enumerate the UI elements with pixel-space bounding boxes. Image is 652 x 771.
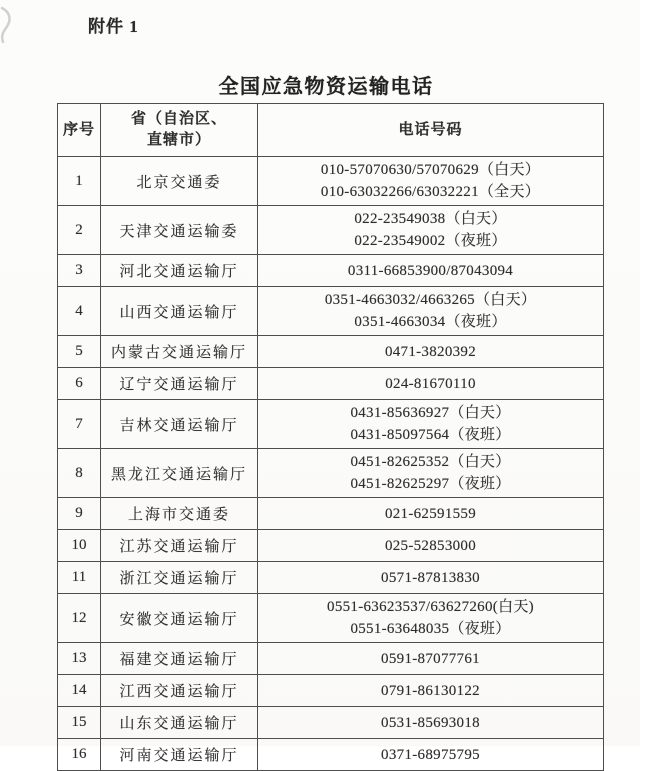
row-phone — [258, 255, 604, 287]
table-row — [58, 739, 604, 771]
table-row — [58, 498, 604, 530]
row-phone — [258, 449, 604, 498]
phone-line: 010-57070630/57070629（白天） — [320, 162, 541, 178]
phone-line: 022-23549038（白天） — [354, 211, 507, 227]
row-phone — [258, 530, 604, 562]
row-seq: 4 — [58, 287, 101, 336]
row-province: 天津交通运输委 — [101, 206, 258, 255]
row-province: 内蒙古交通运输厅 — [101, 336, 258, 368]
row-province: 福建交通运输厅 — [101, 643, 258, 675]
row-phone — [258, 287, 604, 336]
phone-line: 025-52853000 — [384, 537, 477, 554]
phone-line: 010-63032266/63032221（全天） — [320, 184, 541, 200]
row-phone — [258, 739, 604, 771]
row-province: 江苏交通运输厅 — [101, 530, 258, 562]
row-seq: 10 — [58, 530, 101, 562]
row-seq: 1 — [58, 157, 101, 206]
phone-line: 0531-85693018 — [381, 714, 480, 731]
table-row — [58, 675, 604, 707]
phone-line: 0351-4663032/4663265（白天） — [324, 292, 537, 308]
header-province-line1: 省（自治区、 — [130, 111, 227, 127]
phone-line: 0551-63648035（夜班） — [350, 621, 511, 637]
row-province: 安徽交通运输厅 — [101, 594, 258, 643]
row-phone — [258, 368, 604, 400]
row-phone — [258, 400, 604, 449]
row-province: 山西交通运输厅 — [101, 287, 258, 336]
row-seq: 15 — [58, 707, 101, 739]
phone-table — [57, 103, 604, 771]
header-province-line2: 直辖市） — [146, 132, 211, 148]
phone-line: 021-62591559 — [384, 505, 477, 522]
table-row — [58, 157, 604, 206]
scan-artifact-icon — [0, 6, 20, 46]
row-phone — [258, 157, 604, 206]
page-title: 全国应急物资运输电话 — [218, 76, 434, 98]
row-seq: 9 — [58, 498, 101, 530]
row-province: 浙江交通运输厅 — [101, 562, 258, 594]
header-phone: 电话号码 — [258, 104, 604, 157]
row-phone — [258, 707, 604, 739]
phone-line: 0431-85636927（白天） — [350, 405, 511, 421]
row-seq: 3 — [58, 255, 101, 287]
phone-line: 0471-3820392 — [384, 343, 477, 360]
row-phone — [258, 562, 604, 594]
table-header-row — [58, 104, 604, 157]
table-header — [58, 104, 604, 157]
phone-line: 022-23549002（夜班） — [354, 233, 507, 249]
row-province: 江西交通运输厅 — [101, 675, 258, 707]
table-row — [58, 707, 604, 739]
row-phone — [258, 498, 604, 530]
attachment-label: 附件 1 — [88, 17, 139, 36]
table-body — [58, 157, 604, 771]
row-phone — [258, 643, 604, 675]
table-row — [58, 336, 604, 368]
row-province: 北京交通委 — [101, 157, 258, 206]
table-row — [58, 643, 604, 675]
row-seq: 6 — [58, 368, 101, 400]
header-seq: 序号 — [58, 104, 101, 157]
row-phone — [258, 206, 604, 255]
table-row — [58, 287, 604, 336]
table-row — [58, 594, 604, 643]
phone-line: 0451-82625297（夜班） — [350, 476, 511, 492]
row-seq: 13 — [58, 643, 101, 675]
phone-line: 0791-86130122 — [381, 682, 480, 699]
table-row — [58, 562, 604, 594]
row-seq: 2 — [58, 206, 101, 255]
phone-line: 0351-4663034（夜班） — [354, 314, 507, 330]
row-phone — [258, 675, 604, 707]
phone-line: 0311-66853900/87043094 — [347, 262, 514, 279]
table-row — [58, 206, 604, 255]
row-seq: 11 — [58, 562, 101, 594]
phone-line: 0371-68975795 — [381, 746, 480, 763]
row-province: 辽宁交通运输厅 — [101, 368, 258, 400]
row-province: 黑龙江交通运输厅 — [101, 449, 258, 498]
row-phone — [258, 336, 604, 368]
row-phone — [258, 594, 604, 643]
row-seq: 16 — [58, 739, 101, 771]
row-seq: 8 — [58, 449, 101, 498]
row-province: 上海市交通委 — [101, 498, 258, 530]
row-seq: 5 — [58, 336, 101, 368]
row-seq: 7 — [58, 400, 101, 449]
row-province: 河北交通运输厅 — [101, 255, 258, 287]
header-province — [101, 104, 258, 157]
table-row — [58, 449, 604, 498]
row-province: 河南交通运输厅 — [101, 739, 258, 771]
phone-line: 0591-87077761 — [381, 650, 480, 667]
phone-line: 0551-63623537/63627260(白天) — [327, 599, 534, 615]
row-seq: 12 — [58, 594, 101, 643]
phone-line: 024-81670110 — [385, 375, 476, 392]
row-province: 山东交通运输厅 — [101, 707, 258, 739]
row-province: 吉林交通运输厅 — [101, 400, 258, 449]
phone-line: 0431-85097564（夜班） — [350, 427, 511, 443]
table-row — [58, 530, 604, 562]
phone-line: 0451-82625352（白天） — [350, 454, 511, 470]
phone-line: 0571-87813830 — [381, 569, 480, 586]
table-row — [58, 368, 604, 400]
table-row — [58, 400, 604, 449]
row-seq: 14 — [58, 675, 101, 707]
table-row — [58, 255, 604, 287]
